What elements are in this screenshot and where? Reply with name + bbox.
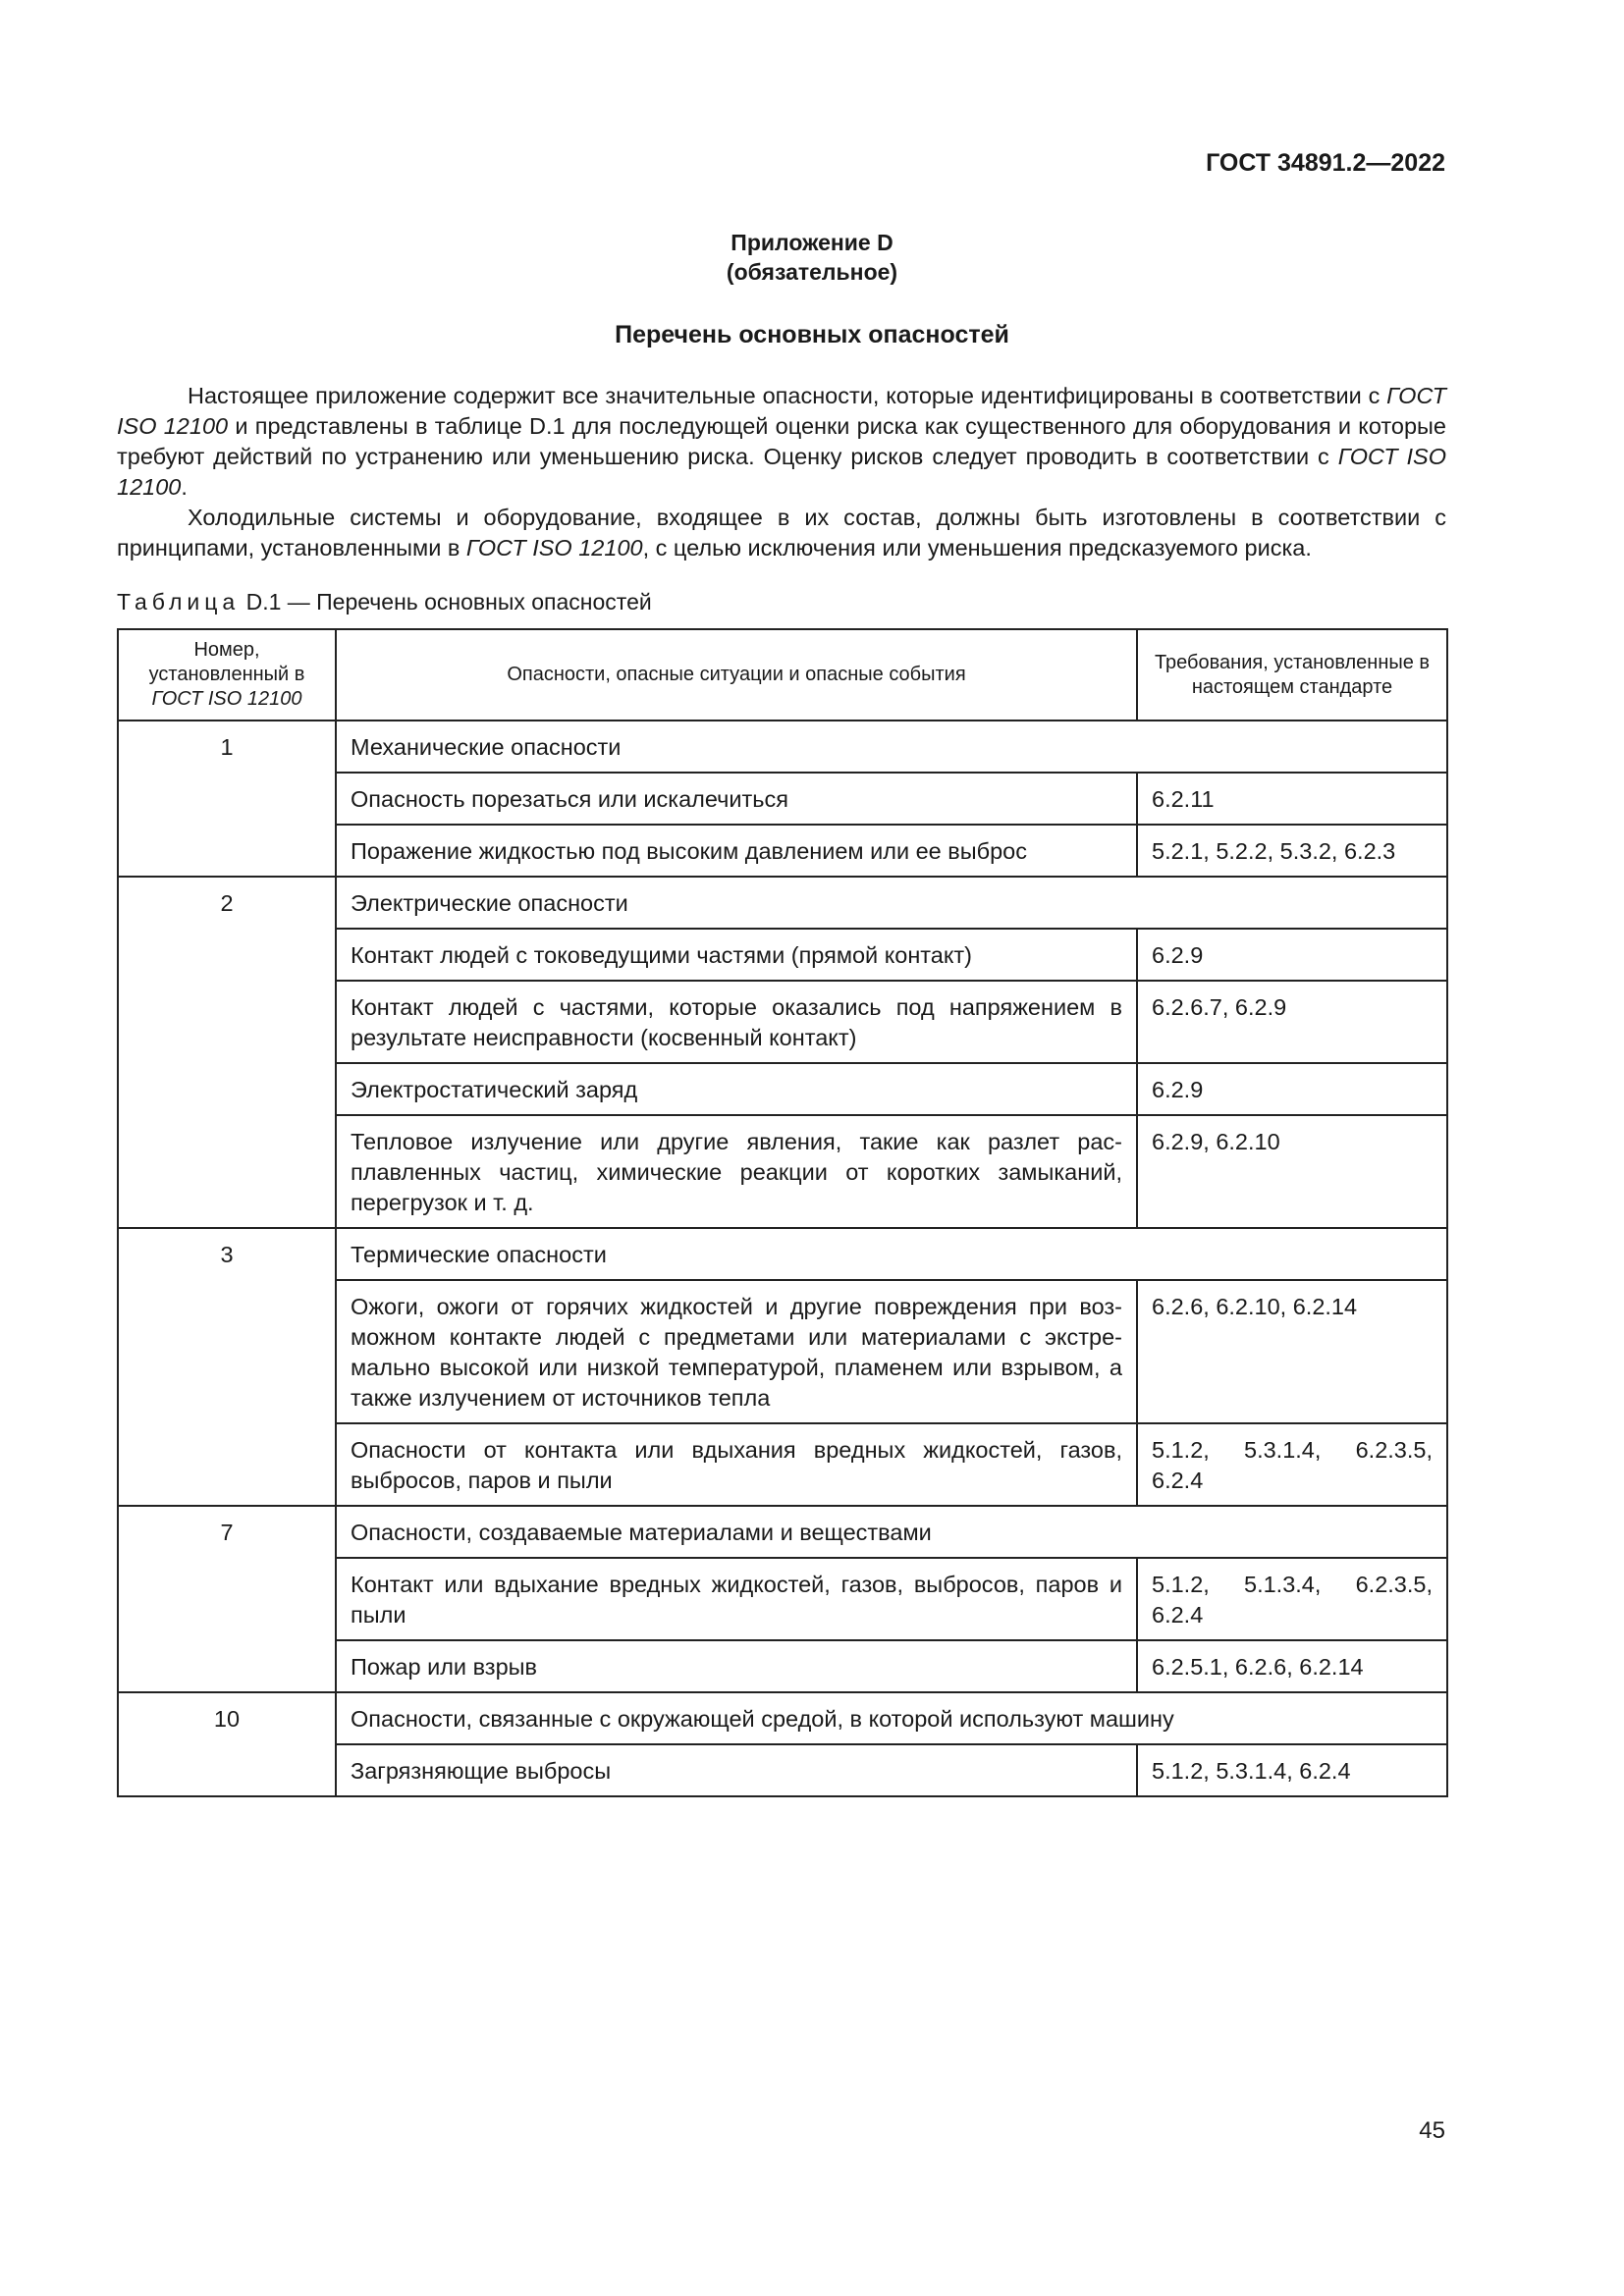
annex-status: (обязательное) — [726, 259, 898, 285]
header-requirements: Требования, установленные в настоящем стандарте — [1137, 629, 1447, 721]
header-number-line: Номер, — [193, 639, 260, 661]
annex-heading — [0, 228, 1624, 287]
hazard-category-cell: Электрические опасности — [336, 877, 1447, 929]
table-row — [118, 721, 1447, 773]
hazard-category-cell: Опасности, связанные с окружающей средой, в которой используют машину — [336, 1692, 1447, 1744]
requirements-cell: 6.2.5.1, 6.2.6, 6.2.14 — [1137, 1640, 1447, 1692]
table-caption — [117, 589, 652, 615]
standard-code: ГОСТ 34891.2—2022 — [1206, 149, 1445, 177]
paragraph-1-text-a: Настоящее приложение содержит все значительные опасности, которые идентифицированы в соответствии с — [188, 383, 1387, 408]
hazard-number-cell: 10 — [118, 1692, 336, 1796]
hazard-cell: Опасности от контакта или вдыхания вредных жидкостей, газов, выбросов, паров и пыли — [336, 1423, 1137, 1506]
paragraph-1-text-b: и представлены в таблице D.1 для последующей оценки риска как существенного для оборудования и которые требуют действий по устранению или уменьшению риска. Оценку рисков следует проводить в соответствии с — [117, 413, 1447, 469]
standard-reference: ГОСТ ISO 12100 — [117, 444, 1446, 500]
standard-reference: ГОСТ ISO 12100 — [117, 383, 1446, 439]
header-number — [118, 629, 336, 721]
hazard-cell: Загрязняющие выбросы — [336, 1744, 1137, 1796]
hazards-table — [117, 628, 1448, 1797]
annex-name: Перечень основных опасностей — [615, 321, 1009, 348]
hazard-cell: Поражение жидкостью под высоким давлением или ее выброс — [336, 825, 1137, 877]
paragraph-2 — [117, 503, 1446, 563]
paragraph-1 — [117, 381, 1446, 503]
requirements-cell: 6.2.6, 6.2.10, 6.2.14 — [1137, 1280, 1447, 1423]
requirements-cell: 5.2.1, 5.2.2, 5.3.2, 6.2.3 — [1137, 825, 1447, 877]
hazard-cell: Контакт или вдыхание вредных жидкостей, газов, выбросов, паров и пыли — [336, 1558, 1137, 1640]
table-row — [118, 1506, 1447, 1558]
requirements-cell: 6.2.9 — [1137, 1063, 1447, 1115]
hazard-cell: Тепловое излучение или другие явления, такие как разлет расплавленных частиц, химические реакции от коротких замыканий, перегрузок и т. д. — [336, 1115, 1137, 1228]
table-row — [118, 877, 1447, 929]
header-number-reference: ГОСТ ISO 12100 — [151, 688, 302, 710]
hazard-cell: Опасность порезаться или искалечиться — [336, 773, 1137, 825]
requirements-cell: 6.2.6.7, 6.2.9 — [1137, 981, 1447, 1063]
requirements-cell: 6.2.9 — [1137, 929, 1447, 981]
hazard-number-cell: 1 — [118, 721, 336, 877]
requirements-cell: 5.1.2, 5.3.1.4, 6.2.3.5, 6.2.4 — [1137, 1423, 1447, 1506]
table-header-row — [118, 629, 1447, 721]
hazard-cell: Ожоги, ожоги от горячих жидкостей и другие повреждения при возможном контакте людей с предметами или материалами с экстремально высокой или низкой температурой, пламенем или взрывом, а также излучением от источников тепла — [336, 1280, 1137, 1423]
requirements-cell: 6.2.9, 6.2.10 — [1137, 1115, 1447, 1228]
header-number-line: установленный в — [148, 664, 305, 685]
hazard-cell: Контакт людей с токоведущими частями (прямой контакт) — [336, 929, 1137, 981]
table-row — [118, 1692, 1447, 1744]
hazard-category-cell: Механические опасности — [336, 721, 1447, 773]
paragraph-2-text-b: , с целью исключения или уменьшения предсказуемого риска. — [642, 535, 1312, 561]
table-row — [118, 1228, 1447, 1280]
table-caption-text: D.1 — Перечень основных опасностей — [240, 589, 652, 614]
hazard-cell: Пожар или взрыв — [336, 1640, 1137, 1692]
hazard-number-cell: 2 — [118, 877, 336, 1228]
requirements-cell: 5.1.2, 5.1.3.4, 6.2.3.5, 6.2.4 — [1137, 1558, 1447, 1640]
standard-reference: ГОСТ ISO 12100 — [465, 535, 643, 561]
intro-text — [117, 381, 1446, 563]
table-body — [118, 721, 1447, 1796]
hazard-cell: Контакт людей с частями, которые оказались под напряжением в результате неисправности (косвенный контакт) — [336, 981, 1137, 1063]
hazard-number-cell: 7 — [118, 1506, 336, 1692]
paragraph-2-text-a: Холодильные системы и оборудование, входящее в их состав, должны быть изготовлены в соответствии с принципами, установленными в — [117, 505, 1446, 561]
table-caption-word: Таблица — [117, 589, 241, 614]
page-number: 45 — [1419, 2117, 1445, 2144]
annex-title: Приложение D — [731, 230, 893, 255]
requirements-cell: 6.2.11 — [1137, 773, 1447, 825]
hazard-category-cell: Термические опасности — [336, 1228, 1447, 1280]
hazard-number-cell: 3 — [118, 1228, 336, 1506]
hazard-category-cell: Опасности, создаваемые материалами и веществами — [336, 1506, 1447, 1558]
requirements-cell: 5.1.2, 5.3.1.4, 6.2.4 — [1137, 1744, 1447, 1796]
header-hazards: Опасности, опасные ситуации и опасные события — [336, 629, 1137, 721]
hazard-cell: Электростатический заряд — [336, 1063, 1137, 1115]
paragraph-1-text-c: . — [181, 474, 188, 500]
